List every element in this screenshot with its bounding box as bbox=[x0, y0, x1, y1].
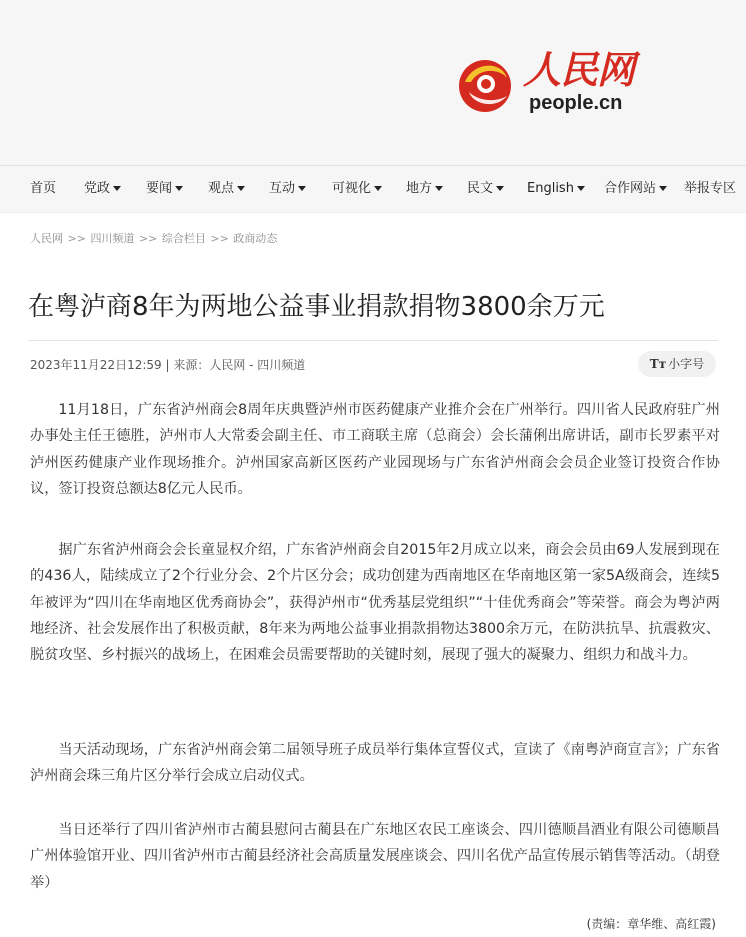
nav-item-opinion[interactable] bbox=[208, 166, 245, 212]
breadcrumb-separator: >> bbox=[67, 232, 86, 245]
article-paragraph: 当天活动现场，广东省泸州商会第二届领导班子成员举行集体宣誓仪式，宣读了《南粤泸商宣言》；广东省泸州商会珠三角片区分举行会成立启动仪式。 bbox=[30, 742, 720, 785]
nav-item-label: 地方 bbox=[406, 181, 433, 196]
font-size-icon: Tт bbox=[649, 357, 667, 371]
breadcrumb-link-home[interactable]: 人民网 bbox=[30, 232, 63, 245]
chevron-down-icon bbox=[175, 186, 183, 191]
chevron-down-icon bbox=[298, 186, 306, 191]
article-paragraph: 11月18日，广东省泸州商会8周年庆典暨泸州市医药健康产业推介会在广州举行。四川省人民政府驻广州办事处主任王德胜，泸州市人大常委会副主任、市工商联主席（总商会）会长蒲俐出席讲话，副市长罗素平对泸州医药健康产业作现场推介。泸州国家高新区医药产业园现场与广东省泸州商会会员企业签订投资合作协议，签订投资总额达8亿元人民币。 bbox=[30, 402, 720, 497]
article-paragraph: 据广东省泸州商会会长童显权介绍，广东省泸州商会自2015年2月成立以来，商会会员由69人发展到现在的436人，陆续成立了2个行业分会、2个片区分会；成功创建为西南地区在华南地区第一家5A级商会，连续5年被评为“四川在华南地区优秀商协会”，获得泸州市“优秀基层党组织”“十佳优秀商会”等荣誉。商会为粤泸两地经济、社会发展作出了积极贡献，8年来为两地公益事业捐款捐物达3800余万元，在防洪抗旱、抗震救灾、脱贫攻坚、乡村振兴的战场上，在困难会员需要帮助的关键时刻，展现了强大的凝聚力、组织力和战斗力。 bbox=[30, 542, 720, 664]
nav-item-label: 民文 bbox=[467, 181, 494, 196]
nav-item-english[interactable] bbox=[527, 166, 585, 212]
nav-item-label: 要闻 bbox=[146, 181, 173, 196]
nav-item-label: 举报专区 bbox=[684, 181, 737, 196]
nav-item-interact[interactable] bbox=[269, 166, 306, 212]
chevron-down-icon bbox=[374, 186, 382, 191]
site-header bbox=[0, 0, 746, 166]
nav-item-news[interactable] bbox=[146, 166, 183, 212]
article-meta: 2023年11月22日12:59 | 来源：人民网 - 四川频道 bbox=[30, 358, 306, 372]
chevron-down-icon bbox=[435, 186, 443, 191]
nav-item-label: 观点 bbox=[208, 181, 235, 196]
breadcrumb-link-business[interactable]: 政商动态 bbox=[233, 232, 278, 245]
nav-item-ethnic[interactable] bbox=[467, 166, 504, 212]
nav-item-label: 党政 bbox=[84, 181, 111, 196]
nav-item-home[interactable] bbox=[30, 166, 56, 212]
nav-item-label: 合作网站 bbox=[604, 181, 657, 196]
breadcrumb-separator: >> bbox=[138, 232, 158, 245]
nav-item-label: 首页 bbox=[30, 181, 57, 196]
nav-item-label: 可视化 bbox=[332, 181, 372, 196]
article-editor: (责编：章华维、高红霞) bbox=[586, 917, 716, 931]
chevron-down-icon bbox=[237, 186, 245, 191]
nav-item-report[interactable] bbox=[684, 166, 736, 212]
breadcrumb-link-general[interactable]: 综合栏目 bbox=[161, 232, 206, 245]
nav-item-visual[interactable] bbox=[332, 166, 382, 212]
nav-item-party[interactable] bbox=[84, 166, 121, 212]
main-nav bbox=[0, 166, 746, 213]
chevron-down-icon bbox=[496, 186, 504, 191]
title-divider bbox=[28, 340, 718, 341]
nav-item-label: English bbox=[527, 181, 574, 196]
chevron-down-icon bbox=[659, 186, 667, 191]
article-title: 在粤泸商8年为两地公益事业捐款捐物3800余万元 bbox=[28, 292, 605, 322]
font-size-toggle-button[interactable] bbox=[638, 351, 716, 377]
article-paragraph: 当日还举行了四川省泸州市古蔺县慰问古蔺县在广东地区农民工座谈会、四川德顺昌酒业有限公司德顺昌广州体验馆开业、四川省泸州市古蔺县经济社会高质量发展座谈会、四川名优产品宣传展示销售等活动。（胡登举） bbox=[30, 822, 720, 891]
font-size-toggle-label: 小字号 bbox=[668, 357, 705, 371]
people-logo-mark-icon bbox=[455, 52, 519, 116]
people-logo[interactable] bbox=[455, 48, 635, 118]
breadcrumb-separator: >> bbox=[210, 232, 229, 245]
logo-text-cn: 人民网 bbox=[523, 47, 635, 92]
nav-item-local[interactable] bbox=[406, 166, 443, 212]
logo-text-en: people.cn bbox=[529, 92, 623, 114]
nav-item-label: 互动 bbox=[269, 181, 296, 196]
chevron-down-icon bbox=[113, 186, 121, 191]
breadcrumb-link-sichuan[interactable]: 四川频道 bbox=[90, 232, 135, 245]
chevron-down-icon bbox=[577, 186, 585, 191]
nav-item-partners[interactable] bbox=[604, 166, 667, 212]
breadcrumb bbox=[30, 230, 277, 246]
